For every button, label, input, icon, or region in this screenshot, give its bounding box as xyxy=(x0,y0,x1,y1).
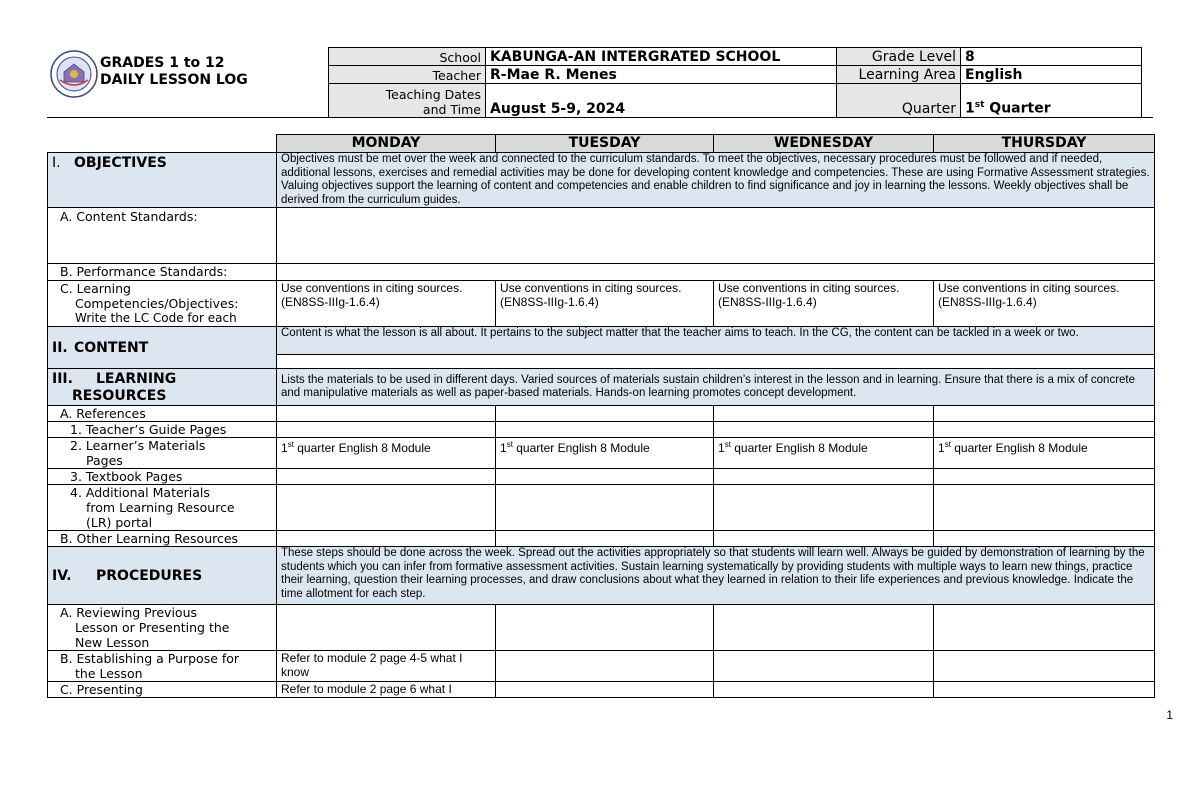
lm-pages-label xyxy=(48,438,277,469)
day-thursday: THURSDAY xyxy=(934,135,1155,153)
additional-tue[interactable] xyxy=(496,485,714,531)
additional-thu[interactable] xyxy=(934,485,1155,531)
procedures-num: IV. xyxy=(52,567,72,584)
content-standards-row xyxy=(48,208,1155,264)
references-tue[interactable] xyxy=(496,406,714,422)
references-row xyxy=(48,406,1155,422)
textbook-thu[interactable] xyxy=(934,469,1155,485)
textbook-label: 3. Textbook Pages xyxy=(48,469,277,485)
school-label: School xyxy=(329,48,486,66)
lm-thursday xyxy=(934,438,1155,469)
day-monday: MONDAY xyxy=(277,135,496,153)
references-thu[interactable] xyxy=(934,406,1155,422)
textbook-row xyxy=(48,469,1155,485)
additional-label-3: (LR) portal xyxy=(86,515,153,530)
objectives-num: I. xyxy=(52,155,61,171)
dll-title xyxy=(100,55,248,89)
area-label: Learning Area xyxy=(837,66,961,84)
competency-code: (EN8SS-IIIg-1.6.4) xyxy=(500,295,599,309)
competencies-label-1: C. Learning xyxy=(60,281,131,296)
header-separator xyxy=(47,117,1153,118)
tg-mon[interactable] xyxy=(277,422,496,438)
content-note: Content is what the lesson is all about. It pertains to the subject matter that the teacher aims to teach. In the CG, the content can be tackled in a week or two. xyxy=(277,327,1155,355)
competency-wednesday xyxy=(714,281,934,327)
deped-seal-logo xyxy=(50,50,98,98)
additional-label xyxy=(48,485,277,531)
references-label: A. References xyxy=(48,406,277,422)
competency-text: Use conventions in citing sources. xyxy=(500,281,682,295)
references-mon[interactable] xyxy=(277,406,496,422)
dates-value: August 5-9, 2024 xyxy=(486,84,837,118)
tg-wed[interactable] xyxy=(714,422,934,438)
purpose-value-1: Refer to module 2 page 4-5 what I xyxy=(281,651,463,665)
review-label xyxy=(48,605,277,651)
purpose-thu[interactable] xyxy=(934,651,1155,682)
quarter-num: 1 xyxy=(965,101,975,117)
lm-tuesday xyxy=(496,438,714,469)
review-mon[interactable] xyxy=(277,605,496,651)
lm-sup: st xyxy=(724,440,731,449)
grade-label: Grade Level xyxy=(837,48,961,66)
lm-pages-row xyxy=(48,438,1155,469)
review-tue[interactable] xyxy=(496,605,714,651)
title-line-2: DAILY LESSON LOG xyxy=(100,72,248,88)
area-value: English xyxy=(961,66,1142,84)
additional-label-1: 4. Additional Materials xyxy=(70,485,210,500)
competencies-row xyxy=(48,281,1155,327)
days-header-row xyxy=(48,135,1155,153)
lm-sup: st xyxy=(944,440,951,449)
resources-title-2: RESOURCES xyxy=(72,388,167,404)
lm-num: 1 xyxy=(500,441,507,455)
lm-wednesday xyxy=(714,438,934,469)
purpose-wed[interactable] xyxy=(714,651,934,682)
quarter-label: Quarter xyxy=(837,84,961,118)
additional-mon[interactable] xyxy=(277,485,496,531)
lm-pages-label-1: 2. Learner’s Materials xyxy=(70,438,206,453)
purpose-label-2: the Lesson xyxy=(75,666,143,681)
content-title: CONTENT xyxy=(74,339,149,356)
lm-num: 1 xyxy=(718,441,725,455)
presenting-row xyxy=(48,682,1155,698)
purpose-value-2: know xyxy=(281,665,310,679)
quarter-sup: st xyxy=(974,100,985,111)
tg-pages-label: 1. Teacher’s Guide Pages xyxy=(48,422,277,438)
purpose-label xyxy=(48,651,277,682)
competency-thursday xyxy=(934,281,1155,327)
lm-sup: st xyxy=(506,440,513,449)
resources-note: Lists the materials to be used in different days. Varied sources of materials sustain children’s interest in the lesson and in learning. Ensure that there is a mix of concrete and manipulative materials as well as paper-based materials. Hands-on learning promotes concept development. xyxy=(277,369,1155,406)
competency-code: (EN8SS-IIIg-1.6.4) xyxy=(938,295,1037,309)
other-mon[interactable] xyxy=(277,531,496,547)
competencies-label-3: Write the LC Code for each xyxy=(75,311,237,325)
presenting-monday: Refer to module 2 page 6 what I xyxy=(277,682,496,698)
textbook-mon[interactable] xyxy=(277,469,496,485)
teacher-value: R-Mae R. Menes xyxy=(486,66,837,84)
performance-standards-label: B. Performance Standards: xyxy=(48,264,277,281)
tg-thu[interactable] xyxy=(934,422,1155,438)
presenting-thu[interactable] xyxy=(934,682,1155,698)
competency-tuesday xyxy=(496,281,714,327)
procedures-heading xyxy=(48,547,277,605)
content-row xyxy=(48,327,1155,355)
lm-rest: quarter English 8 Module xyxy=(512,441,650,455)
lm-rest: quarter English 8 Module xyxy=(293,441,431,455)
dates-label-line1: Teaching Dates xyxy=(385,87,481,102)
purpose-tue[interactable] xyxy=(496,651,714,682)
quarter-value xyxy=(961,84,1142,118)
day-tuesday: TUESDAY xyxy=(496,135,714,153)
resources-heading xyxy=(48,369,277,406)
review-wed[interactable] xyxy=(714,605,934,651)
performance-standards-row xyxy=(48,264,1155,281)
objectives-note: Objectives must be met over the week and connected to the curriculum standards. To meet the objectives, necessary procedures must be followed and if needed, additional lessons, exercises and remedial activities may be done for developing content knowledge and competencies. These are using Formative Assessment strategies. Valuing objectives support the learning of content and competencies and enable children to find significance and joy in learning the lessons. Weekly objectives shall be derived from the curriculum guides. xyxy=(277,153,1155,208)
review-row xyxy=(48,605,1155,651)
content-standards-value[interactable] xyxy=(277,208,1155,264)
other-wed[interactable] xyxy=(714,531,934,547)
additional-label-2: from Learning Resource xyxy=(86,500,235,515)
content-standards-label: A. Content Standards: xyxy=(48,208,277,264)
header-info-table xyxy=(328,47,1142,118)
quarter-rest: Quarter xyxy=(984,101,1051,117)
other-tue[interactable] xyxy=(496,531,714,547)
competency-monday xyxy=(277,281,496,327)
lm-pages-label-2: Pages xyxy=(86,453,123,468)
resources-num: III. xyxy=(52,371,73,387)
lm-rest: quarter English 8 Module xyxy=(730,441,868,455)
competency-text: Use conventions in citing sources. xyxy=(938,281,1120,295)
tg-tue[interactable] xyxy=(496,422,714,438)
content-value[interactable] xyxy=(277,355,1155,369)
other-resources-label: B. Other Learning Resources xyxy=(48,531,277,547)
competency-text: Use conventions in citing sources. xyxy=(281,281,463,295)
competency-text: Use conventions in citing sources. xyxy=(718,281,900,295)
lesson-log-table xyxy=(47,134,1155,698)
other-resources-row xyxy=(48,531,1155,547)
review-label-2: Lesson or Presenting the xyxy=(75,620,230,635)
competencies-label-2: Competencies/Objectives: xyxy=(75,296,239,311)
presenting-label: C. Presenting xyxy=(48,682,277,698)
procedures-title: PROCEDURES xyxy=(96,567,203,584)
other-thu[interactable] xyxy=(934,531,1155,547)
page-number: 1 xyxy=(1166,708,1173,722)
purpose-label-1: B. Establishing a Purpose for xyxy=(60,651,240,666)
review-thu[interactable] xyxy=(934,605,1155,651)
additional-row xyxy=(48,485,1155,531)
review-label-3: New Lesson xyxy=(75,635,150,650)
textbook-tue[interactable] xyxy=(496,469,714,485)
presenting-wed[interactable] xyxy=(714,682,934,698)
title-line-1: GRADES 1 to 12 xyxy=(100,55,225,71)
dates-label-line2: and Time xyxy=(422,102,481,117)
lm-num: 1 xyxy=(938,441,945,455)
objectives-heading xyxy=(48,153,277,208)
content-heading xyxy=(48,327,277,369)
objectives-title: OBJECTIVES xyxy=(74,155,167,171)
review-label-1: A. Reviewing Previous xyxy=(60,605,198,620)
textbook-wed[interactable] xyxy=(714,469,934,485)
lm-sup: st xyxy=(287,440,294,449)
dates-label xyxy=(329,84,486,118)
content-num: II. xyxy=(52,339,68,356)
days-blank-cell xyxy=(48,135,277,153)
teacher-label: Teacher xyxy=(329,66,486,84)
presenting-tue[interactable] xyxy=(496,682,714,698)
competency-code: (EN8SS-IIIg-1.6.4) xyxy=(718,295,817,309)
procedures-row xyxy=(48,547,1155,605)
references-wed[interactable] xyxy=(714,406,934,422)
resources-title-1: LEARNING xyxy=(96,371,177,387)
objectives-row xyxy=(48,153,1155,208)
competencies-label xyxy=(48,281,277,327)
day-wednesday: WEDNESDAY xyxy=(714,135,934,153)
grade-value: 8 xyxy=(961,48,1142,66)
resources-heading-1 xyxy=(52,371,272,388)
additional-wed[interactable] xyxy=(714,485,934,531)
resources-row xyxy=(48,369,1155,406)
school-value: KABUNGA-AN INTERGRATED SCHOOL xyxy=(486,48,837,66)
purpose-row xyxy=(48,651,1155,682)
tg-pages-row xyxy=(48,422,1155,438)
lm-monday xyxy=(277,438,496,469)
lm-num: 1 xyxy=(281,441,288,455)
lm-rest: quarter English 8 Module xyxy=(950,441,1088,455)
procedures-note: These steps should be done across the week. Spread out the activities appropriately so that students will learn well. Always be guided by demonstration of learning by the students which you can infer from formative assessment activities. Sustain learning systematically by providing students with multiple ways to learn new things, practice their learning, question their learning processes, and draw conclusions about what they learned in relation to their life experiences and previous knowledge. Indicate the time allotment for each step. xyxy=(277,547,1155,605)
purpose-monday xyxy=(277,651,496,682)
competency-code: (EN8SS-IIIg-1.6.4) xyxy=(281,295,380,309)
performance-standards-value[interactable] xyxy=(277,264,1155,281)
